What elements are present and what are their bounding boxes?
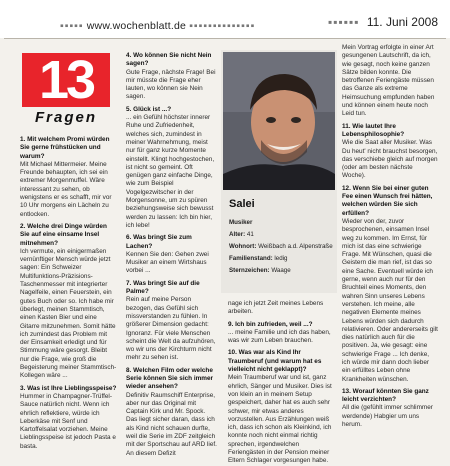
answer: Kennen Sie den: Gehen zwei Musiker an einem Wirtshaus vorbei ... [126, 250, 209, 275]
answer: Gute Frage, nächste Frage! Bei mir müsste die Frage eher lauten, wo können sie Nein sagen. [126, 68, 216, 101]
answer: Ich vermute, ein einigermaßen vernünftiger Mensch würde jetzt sagen: Ein Schweizer Multifunktions-Präzisions-Taschenmesser mit integrierter Nagelfeile, einen Feuerstein, ein gutes Buch oder so. Ich habe mir überlegt, meinen Stammtisch, einen Kasten Bier und eine Gitarre mitzunehmen. Somit hätte ich zumindest das Problem mit der Einsamkeit erledigt und für Stimmung wäre gesorgt. Bleibt nur die Frage, wie groß die Begeisterung meiner Stammtisch-Kollegen wäre ... [20, 247, 117, 380]
profile-label: Sternzeichen: [229, 267, 270, 274]
question: 7. Was bringt Sie auf die Palme? [126, 279, 200, 296]
profile-label: Familienstand: [229, 255, 273, 262]
profile-value: 41 [246, 231, 254, 238]
profile-row [229, 217, 333, 229]
answer: Mein Traumberuf war und ist, ganz ehrlich, Sänger und Musiker. Dies ist von klein an in meinem Setup gespeichert, daher hat es auch sehr schwer, mir etwas anderes vorzustellen. Aus Erzählungen weiß ich, dass ich schon als Kleinkind, ich konnte noch nicht einmal richtig sprechen, irgendwelchen Feriengästen in der Pension meiner Eltern Schlager vorgesungen habe. [228, 374, 332, 465]
profile-value: ledig [274, 255, 288, 262]
portrait-illustration [223, 52, 335, 190]
question: 12. Wenn Sie bei einer guten Fee einen Wunsch frei hätten, welchen würden Sie sich erfüllen? [342, 184, 433, 217]
profile-label: Musiker [229, 219, 253, 226]
answer: Mein Vortrag erfolgte in einer Art gesungenen Lautschrift, da ich, wie gesagt, noch keine ganzen Sätze bilden konnte. Die betroffenen Feriengäste müssen das Ganze als extreme Heimsuchung empfunden haben und können einem heute noch Leid tun. [342, 44, 435, 118]
profile-details [229, 217, 333, 277]
answer: Hummer in Champagner-Trüffel-Sauce natürlich nicht. Wenn ich ehrlich reflektiere, würde ich Leberkäse mit Senf und Kartoffelsalat vorziehen. Meine Lieblingsspeise ist jedoch Pasta e basta. [20, 392, 116, 450]
question: 6. Was bringt Sie zum Lachen? [126, 234, 192, 250]
site-url-text: www.wochenblatt.de [86, 20, 187, 32]
text-column-3 [228, 300, 332, 465]
question: 3. Was ist Ihre Lieblingsspeise? [20, 384, 117, 392]
answer: Mit Michael Mittermeier. Meine Freunde behaupten, ich sei ein extremer Morgenmuffel. Wäre interessant zu sehen, ob wenigstens er es schafft, mir vor 10 Uhr morgens ein Lächeln zu entlocken. [20, 160, 112, 218]
dots-decoration: ▪▪▪▪▪▪▪▪▪▪▪▪▪▪ [189, 20, 256, 32]
profile-row [229, 229, 333, 241]
profile-value: Weißbach a.d. Alpenstraße [258, 243, 333, 250]
answer: Rein auf meine Person bezogen, das Gefühl sich missverstanden zu fühlen. In größerer Dimension gedacht: Ignoranz. Für viele Menschen scheint die Welt da aufzuhören, wo wir uns der Kirchturm nicht mehr zu sehen ist. [126, 296, 216, 362]
question: 11. Wie lautet Ihre Lebensphilosophie? [342, 122, 405, 138]
answer: Wie die Saat aller Musiker. Was Du heut' nicht brauchst besorgen, das verschiebe gleich auf morgen (oder am besten nächste Woche). [342, 139, 438, 180]
answer: ... ein Gefühl höchster innerer Ruhe und Zufriedenheit, welches sich, zumindest in meiner Wahrnehmung, meist nur für ganz kurze Momente einstellt. Klingt hochgestochen, ist nicht so gemeint. Oft genügen ganz einfache Dinge, wie zum Beispiel Vogelgezwitscher in der Morgensonne, um zu spüren beziehungsweise sich bewusst werden zu lassen: Ich bin hier, ich lebe! [126, 114, 215, 229]
question: 9. Ich bin zufrieden, weil ...? [228, 320, 313, 328]
profile-value: Waage [271, 267, 291, 274]
logo-number: 13 [22, 53, 110, 107]
logo-13-fragen [22, 50, 110, 129]
profile-row [229, 265, 333, 277]
question: 13. Worauf könnten Sie ganz leicht verzichten? [342, 387, 429, 404]
answer: nage ich jetzt Zeit meines Lebens arbeiten. [228, 300, 324, 316]
question: 5. Glück ist ...? [126, 105, 172, 113]
answer: All die (gefühlt immer schlimmer werdende) Habgier um uns herum. [342, 404, 433, 429]
page-header [0, 0, 450, 38]
text-column-4 [342, 44, 438, 454]
logo-word: Fragen [34, 109, 97, 126]
question: 8. Welchen Film oder welche Serie können Sie sich immer wieder ansehen? [126, 366, 214, 391]
page-date [328, 15, 438, 29]
page-date-text: 11. Juni 2008 [366, 15, 438, 29]
text-column-1 [20, 136, 118, 454]
site-url [60, 20, 255, 32]
profile-box [221, 50, 337, 293]
answer: Wieder von der, zuvor besprochenen, einsamen Insel weg zu kommen. Im Ernst, für mich ist das eine schwierige Frage. Mit Wünschen, quasi die Geistern die man rief, ist das so eine Sache. Eventuell würde ich gerne, wenn auch nur für den Bruchteil eines Moments, den wahren Sinn unseres Lebens verstehen. Ich meine, alle negativen Elemente meines Lebens würden sich dadurch relativieren. Oder andererseits gilt dies natürlich auch für die positiven. Ja, wie gesagt: eine schwierige Frage ... Ich denke, ich würde mir dann doch lieber ein erfülltes Leben ohne Krankheiten wünschen. [342, 217, 438, 383]
profile-name: Salei [229, 198, 255, 210]
dots-decoration: ▪▪▪▪▪ [60, 20, 84, 32]
profile-row [229, 253, 333, 265]
answer: ... meine Familie und ich das haben, was wir zum Leben brauchen. [228, 328, 331, 345]
dots-decoration: ▪▪▪▪▪▪ [327, 15, 360, 29]
text-column-2 [126, 52, 218, 457]
answer: Definitiv Raumschiff Enterprise, aber nur das Original mit Captain Kirk und Mr. Spock. Das liegt sicher daran, dass ich als Kind nicht schauen durfte, weil die Serie im ZDF zeitgleich mit der Sportschau auf ARD lief. An diesem Defizit [126, 391, 217, 457]
portrait-photo [223, 52, 335, 190]
question: 1. Mit welchem Promi würden Sie gerne frühstücken und warum? [20, 136, 110, 160]
header-rule [4, 38, 446, 39]
question: 2. Welche drei Dinge würden Sie auf eine einsame Insel mitnehmen? [20, 222, 107, 247]
question: 10. Was war als Kind Ihr Traumberuf (und warum hat es vielleicht nicht geklappt)? [228, 349, 322, 374]
profile-label: Alter: [229, 231, 246, 238]
profile-label: Wohnort: [229, 243, 257, 250]
profile-row [229, 241, 333, 253]
question: 4. Wo können Sie nicht Nein sagen? [126, 52, 212, 68]
